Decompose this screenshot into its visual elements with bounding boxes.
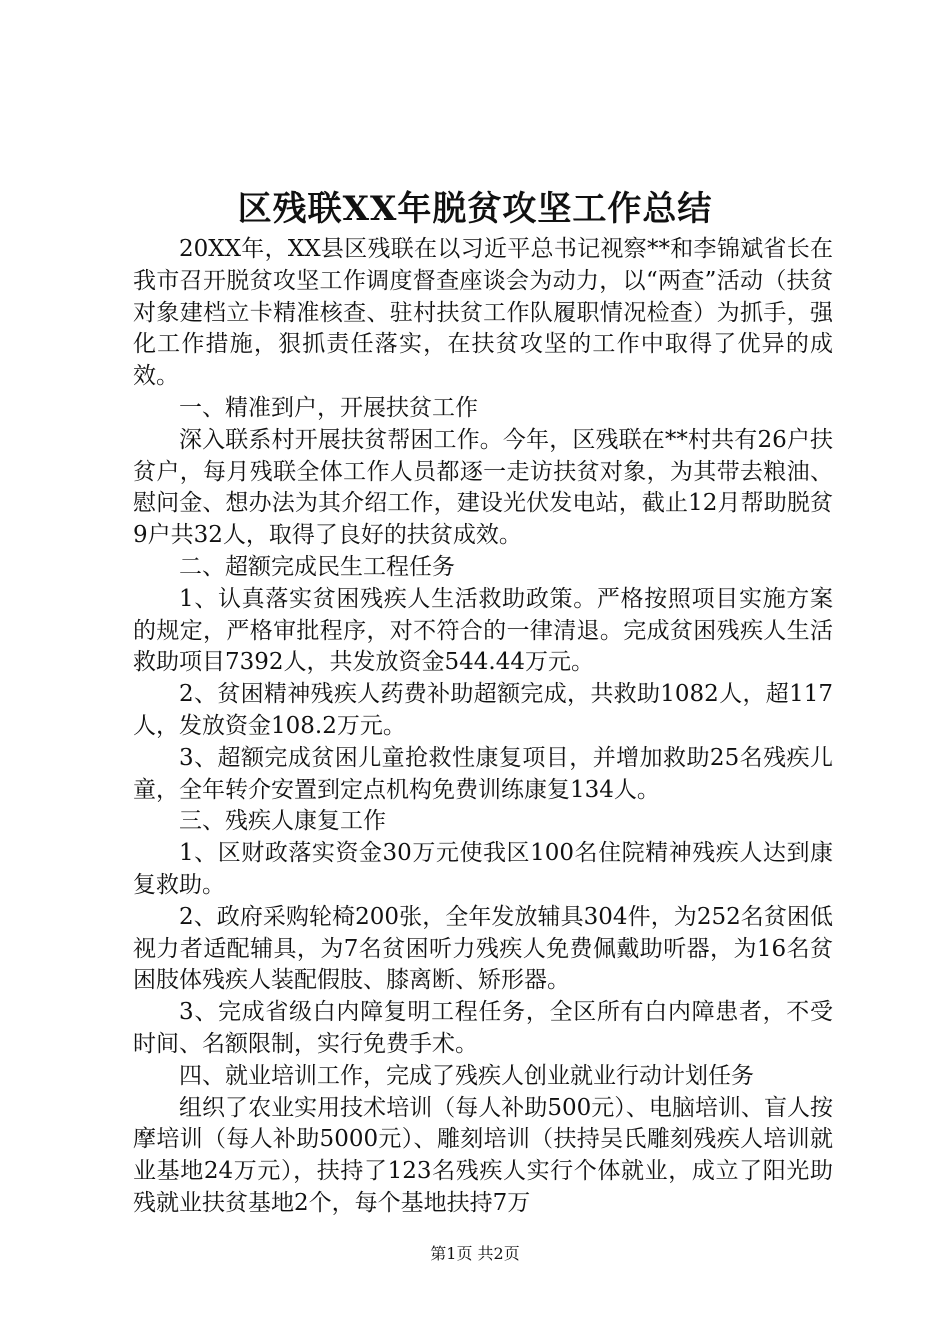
section-heading-2: 二、超额完成民生工程任务 [179, 553, 455, 580]
section-3-item-3: 3、完成省级白内障复明工程任务，全区所有白内障患者，不受时间、名额限制，实行免费手术。 [133, 999, 833, 1057]
section-heading-3: 三、残疾人康复工作 [179, 808, 386, 835]
section-1-paragraph: 深入联系村开展扶贫帮困工作。今年，区残联在**村共有26户扶贫户，每月残联全体工作人员都逐一走访扶贫对象，为其带去粮油、慰问金、想办法为其介绍工作，建设光伏发电站，截止12月帮助脱贫9户共32人，取得了良好的扶贫成效。 [133, 426, 833, 549]
section-3-item-2: 2、政府采购轮椅200张，全年发放辅具304件，为252名贫困低视力者适配辅具，为7名贫困听力残疾人免费佩戴助听器，为16名贫困肢体残疾人装配假肢、膝离断、矫形器。 [133, 903, 833, 994]
section-2-item-3: 3、超额完成贫困儿童抢救性康复项目，并增加救助25名残疾儿童，全年转介安置到定点机构免费训练康复134人。 [133, 744, 833, 803]
intro-paragraph: 20XX年，XX县区残联在以习近平总书记视察**和李锦斌省长在我市召开脱贫攻坚工作调度督查座谈会为动力，以“两查”活动（扶贫对象建档立卡精准核查、驻村扶贫工作队履职情况检查）为抓手，强化工作措施，狠抓责任落实，在扶贫攻坚的工作中取得了优异的成效。 [133, 236, 833, 390]
section-4-paragraph: 组织了农业实用技术培训（每人补助500元）、电脑培训、盲人按摩培训（每人补助5000元）、雕刻培训（扶持吴氏雕刻残疾人培训就业基地24万元），扶持了123名残疾人实行个体就业，成立了阳光助残就业扶贫基地2个，每个基地扶持7万 [133, 1094, 833, 1216]
document-title: 区残联XX年脱贫攻坚工作总结 [237, 189, 713, 229]
document-body [133, 234, 833, 1220]
section-heading-1: 一、精准到户，开展扶贫工作 [179, 394, 478, 421]
section-heading-4: 四、就业培训工作，完成了残疾人创业就业行动计划任务 [179, 1062, 754, 1089]
section-3-item-1: 1、区财政落实资金30万元使我区100名住院精神残疾人达到康复救助。 [133, 840, 833, 898]
section-2-item-2: 2、贫困精神残疾人药费补助超额完成，共救助1082人，超117人，发放资金108.2万元。 [133, 681, 833, 739]
section-2-item-1: 1、认真落实贫困残疾人生活救助政策。严格按照项目实施方案的规定，严格审批程序，对不符合的一律清退。完成贫困残疾人生活救助项目7392人，共发放资金544.44万元。 [133, 585, 833, 676]
page-number-footer: 第1页 共2页 [430, 1244, 520, 1263]
